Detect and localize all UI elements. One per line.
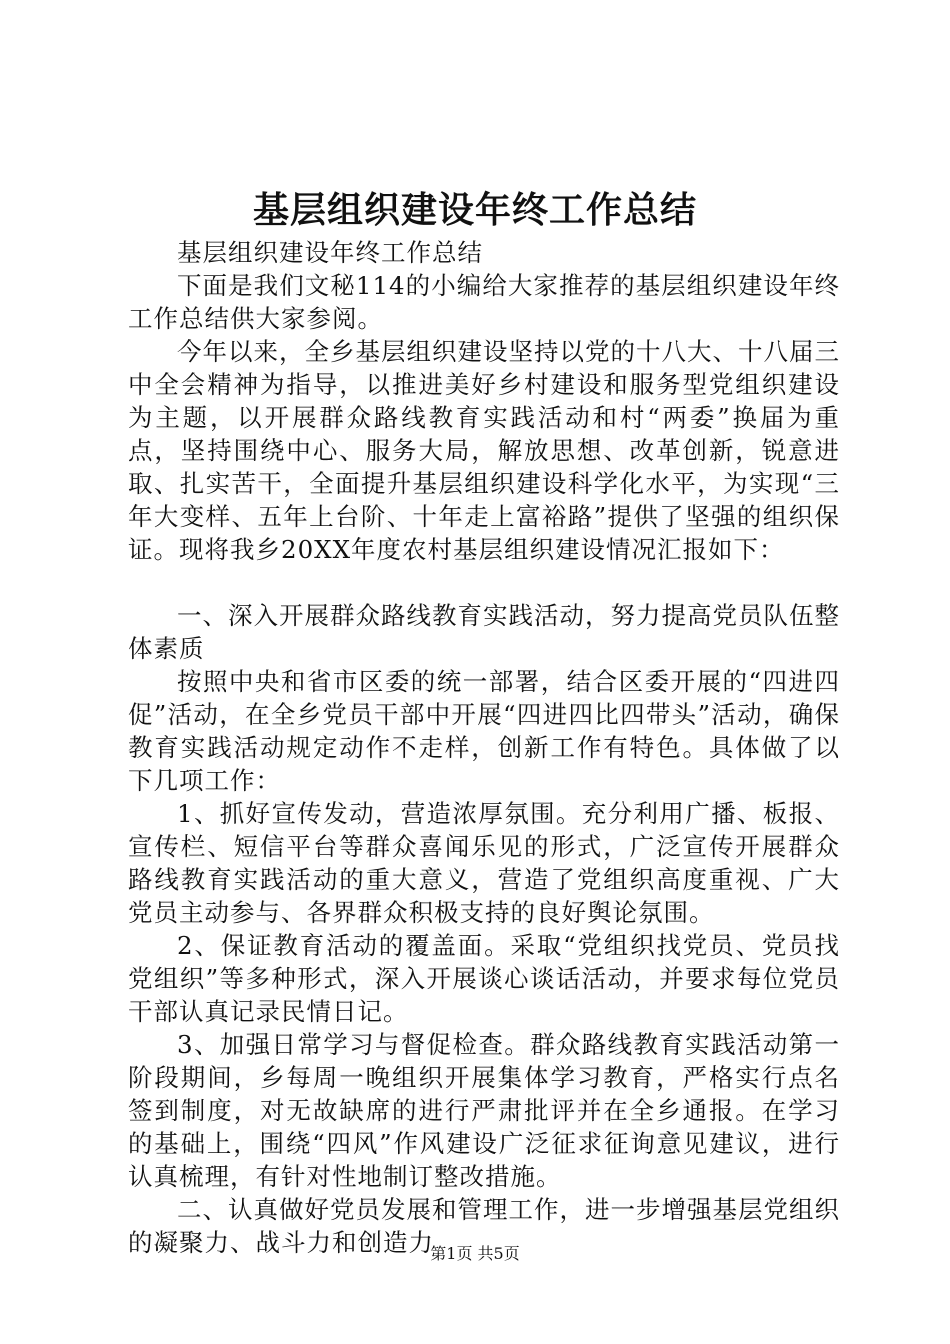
item-1-paragraph: 1、抓好宣传发动，营造浓厚氛围。充分利用广播、板报、宣传栏、短信平台等群众喜闻乐见的形式，广泛宣传开展群众路线教育实践活动的重大意义，营造了党组织高度重视、广大党员主动参与、各界群众积极支持的良好舆论氛围。 (128, 799, 840, 927)
section-heading-2: 二、认真做好党员发展和管理工作，进一步增强基层党组织的凝聚力、战斗力和创造力 (128, 1195, 840, 1257)
item-2-paragraph: 2、保证教育活动的覆盖面。采取“党组织找党员、党员找党组织”等多种形式，深入开展谈心谈话活动，并要求每位党员干部认真记录民情日记。 (128, 931, 840, 1026)
paragraph-spacer (128, 566, 840, 599)
section-heading-1: 一、深入开展群众路线教育实践活动，努力提高党员队伍整体素质 (128, 601, 840, 663)
intro-paragraph: 下面是我们文秘114的小编给大家推荐的基层组织建设年终工作总结供大家参阅。 (128, 271, 840, 333)
section-1-paragraph: 按照中央和省市区委的统一部署，结合区委开展的“四进四促”活动，在全乡党员干部中开展“四进四比四带头”活动，确保教育实践活动规定动作不走样，创新工作有特色。具体做了以下几项工作： (128, 667, 840, 795)
document-body (128, 236, 840, 1259)
page-footer: 第1页 共5页 (430, 1244, 520, 1263)
document-title: 基层组织建设年终工作总结 (252, 189, 697, 231)
subtitle-paragraph: 基层组织建设年终工作总结 (177, 238, 483, 267)
item-3-paragraph: 3、加强日常学习与督促检查。群众路线教育实践活动第一阶段期间，乡每周一晚组织开展集体学习教育，严格实行点名签到制度，对无故缺席的进行严肃批评并在全乡通报。在学习的基础上，围绕“四风”作风建设广泛征求征询意见建议，进行认真梳理，有针对性地制订整改措施。 (128, 1030, 840, 1191)
overview-paragraph: 今年以来，全乡基层组织建设坚持以党的十八大、十八届三中全会精神为指导，以推进美好乡村建设和服务型党组织建设为主题，以开展群众路线教育实践活动和村“两委”换届为重点，坚持围绕中心、服务大局，解放思想、改革创新，锐意进取、扎实苦干，全面提升基层组织建设科学化水平，为实现“三年大变样、五年上台阶、十年走上富裕路”提供了坚强的组织保证。现将我乡20XX年度农村基层组织建设情况汇报如下： (128, 337, 840, 564)
